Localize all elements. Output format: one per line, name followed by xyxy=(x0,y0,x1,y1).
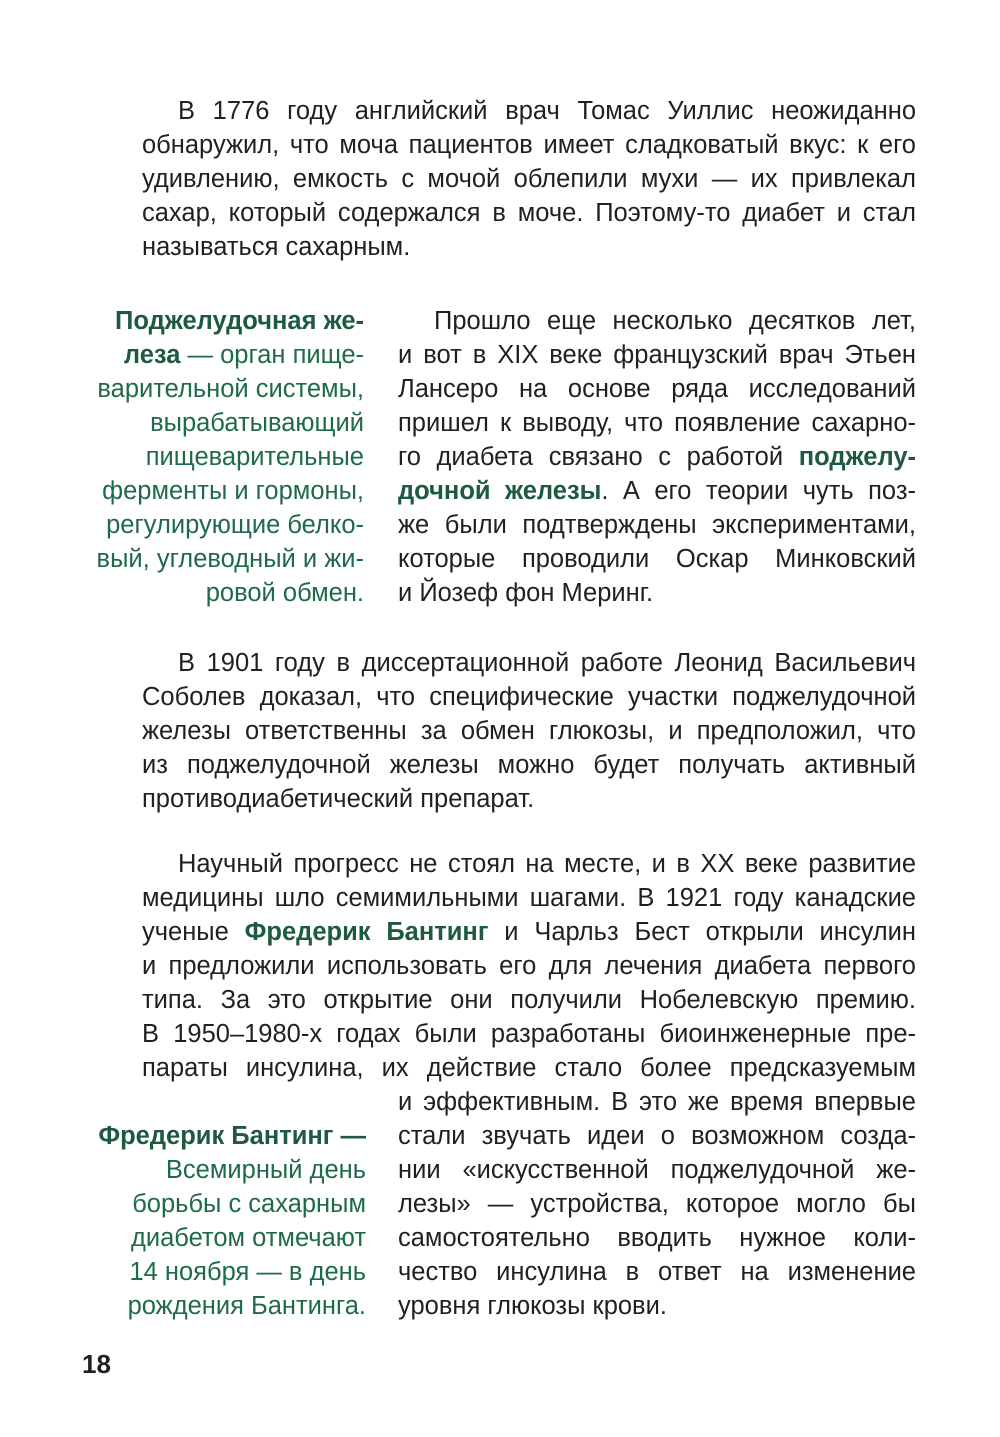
text-line: противодиабетический препарат. xyxy=(142,785,535,813)
inline-text: и Чарльз Бест открыли инсулин xyxy=(488,918,916,946)
text-line: Научный прогресс не стоял на месте, и в XX веке развитие xyxy=(178,850,916,878)
sidebar-term: Поджелудочная же- xyxy=(115,307,364,335)
text-line xyxy=(60,1119,366,1153)
text-line: В 1901 году в диссертационной работе Леонид Васильевич xyxy=(178,649,916,677)
text-line: борьбы с сахарным xyxy=(132,1190,366,1218)
sidebar-term: леза xyxy=(123,341,181,369)
paragraph-sobolev xyxy=(142,646,916,816)
text-line: диабетом отмечают xyxy=(130,1224,366,1252)
text-line: ферменты и гормоны, xyxy=(102,477,364,505)
text-line: варительной системы, xyxy=(97,375,364,403)
text-line: и эффективным. В это же время впервые xyxy=(398,1088,916,1116)
text-line: уровня глюкозы крови. xyxy=(398,1292,667,1320)
text-line xyxy=(72,304,364,338)
text-line: ровой обмен. xyxy=(205,579,364,607)
text-line: регулирующие белко- xyxy=(106,511,364,539)
text-line: пищеварительные xyxy=(145,443,364,471)
text-line: удивлению, емкость с мочой облепили мухи — их привлекал xyxy=(142,165,916,193)
inline-text: . А его теории чуть поз- xyxy=(601,477,916,505)
inline-text: ученые xyxy=(142,918,245,946)
paragraph-willis xyxy=(142,94,916,264)
text-line: сахар, который содержался в моче. Поэтому-то диабет и стал xyxy=(142,199,916,227)
text-line: пришел к выводу, что появление сахарно- xyxy=(398,409,916,437)
text-line: которые проводили Оскар Минковский xyxy=(398,545,916,573)
text-line: Соболев доказал, что специфические участки поджелудочной xyxy=(142,683,916,711)
text-line: вырабатывающий xyxy=(150,409,364,437)
text-line: рождения Бантинга. xyxy=(127,1292,366,1320)
text-line: Лансеро на основе ряда исследований xyxy=(398,375,916,403)
text-line: параты инсулина, их действие стало более предсказуемым xyxy=(142,1054,916,1082)
text-line: же были подтверждены экспериментами, xyxy=(398,511,916,539)
highlighted-term: Фредерик Бантинг xyxy=(244,918,489,946)
page-number: 18 xyxy=(82,1349,111,1379)
text-line: и предложили использовать его для лечения диабета первого xyxy=(142,952,916,980)
text-line: 14 ноября — в день xyxy=(129,1258,366,1286)
text-line: называться сахарным. xyxy=(142,233,411,261)
text-line: Прошло еще несколько десятков лет, xyxy=(434,307,916,335)
highlighted-term: поджелу- xyxy=(798,443,916,471)
text-line: обнаружил, что моча пациентов имеет сладковатый вкус: к его xyxy=(142,131,916,159)
text-line: стали звучать идеи о возможном созда- xyxy=(398,1122,916,1150)
text-line: железы ответственны за обмен глюкозы, и предположил, что xyxy=(142,717,916,745)
sidebar-term: Фредерик Бантинг — xyxy=(98,1122,366,1150)
text-line xyxy=(398,440,916,474)
text-line: лезы» — устройства, которое могло бы xyxy=(398,1190,916,1218)
text-line: медицины шло семимильными шагами. В 1921 году канадские xyxy=(142,884,916,912)
text-line: В 1950–1980-х годах были разработаны биоинженерные пре- xyxy=(142,1020,916,1048)
inline-text: го диабета связано с работой xyxy=(398,443,799,471)
text-line: типа. За это открытие они получили Нобелевскую премию. xyxy=(142,986,916,1014)
text-line xyxy=(72,338,364,372)
paragraph-banting xyxy=(142,847,916,1085)
text-line: Всемирный день xyxy=(165,1156,366,1184)
text-line: чество инсулина в ответ на изменение xyxy=(398,1258,916,1286)
text-line: В 1776 году английский врач Томас Уиллис неожиданно xyxy=(178,97,916,125)
sidebar-text: — орган пище- xyxy=(180,341,364,369)
sidebar-banting-note xyxy=(60,1119,366,1323)
text-line xyxy=(398,474,916,508)
text-line: и Йозеф фон Меринг. xyxy=(398,579,654,607)
text-line: самостоятельно вводить нужное коли- xyxy=(398,1224,916,1252)
paragraph-banting-continued xyxy=(398,1085,916,1323)
sidebar-definition-pancreas xyxy=(72,304,364,610)
text-line: нии «искусственной поджелудочной же- xyxy=(398,1156,916,1184)
text-line: и вот в XIX веке французский врач Этьен xyxy=(398,341,916,369)
text-line xyxy=(142,915,916,949)
text-line: из поджелудочной железы можно будет получать активный xyxy=(142,751,916,779)
highlighted-term: дочной железы xyxy=(398,477,602,505)
text-line: вый, углеводный и жи- xyxy=(96,545,364,573)
paragraph-lancereaux xyxy=(398,304,916,610)
